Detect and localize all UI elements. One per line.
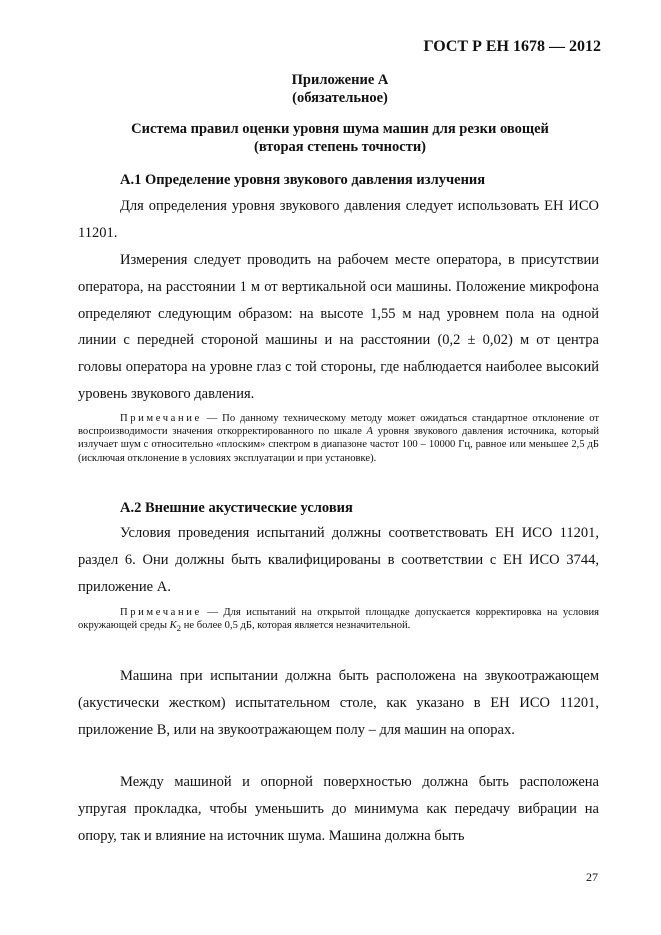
section-a1-title: А.1 Определение уровня звукового давления излучения <box>120 172 486 188</box>
annex-heading-line1: Система правил оценки уровня шума машин для резки овощей <box>131 121 549 137</box>
note-text-after: не более 0,5 дБ, которая является незначительной. <box>181 620 411 632</box>
note-label: Примечание <box>120 607 202 618</box>
annex-status: (обязательное) <box>292 90 388 106</box>
section-a2-para1: Условия проведения испытаний должны соответствовать ЕН ИСО 11201, раздел 6. Они должны быть квалифицированы в соответствии с ЕН ИСО 3744, приложение А. <box>78 525 599 595</box>
section-a1-para1: Для определения уровня звукового давления следует использовать ЕН ИСО 11201. <box>78 198 599 241</box>
section-a2-para3: Между машиной и опорной поверхностью должна быть расположена упругая прокладка, чтобы уменьшить до минимума как передачу вибрации на опору, так и влияние на источник шума. Машина должна быть <box>78 774 599 844</box>
standard-code: ГОСТ Р ЕН 1678 — 2012 <box>423 38 601 55</box>
annex-heading-line2: (вторая степень точности) <box>253 139 427 155</box>
note-text-before: — Для испытаний на открытой площадке допускается корректировка на условия окружающей среды <box>78 607 599 632</box>
note-label: Примечание <box>120 413 202 424</box>
section-a2-title: А.2 Внешние акустические условия <box>120 500 353 516</box>
note-scale-symbol: A <box>366 426 374 438</box>
section-a1-para2: Измерения следует проводить на рабочем месте оператора, в присутствии оператора, на расстоянии 1 м от вертикальной оси машины. Положение микрофона определяют следующим образом: на высоте 1,55 м над уровнем пола на одной линии с передней стороной машины и на расстоянии (0,2 ± 0,02) м от центра головы оператора на уровне глаз с той стороны, где наблюдается наиболее высокий уровень звукового давления. <box>78 252 599 402</box>
section-a2-para2: Машина при испытании должна быть расположена на звукоотражающем (акустически жестком) испытательном столе, как указано в ЕН ИСО 11201, приложение В, или на звукоотражающем полу – для машин на опорах. <box>78 668 599 738</box>
section-a2-note <box>78 606 599 636</box>
page-number: 27 <box>586 870 598 884</box>
note-symbol: K <box>169 620 177 632</box>
note-text-before: — По данному техническому методу может ожидаться стандартное отклонение от воспроизводимости значения откорректированного по шкале <box>78 413 599 438</box>
note-subscript: 2 <box>176 623 182 634</box>
note-text-after: уровня звукового давления источника, который излучает шум с относительно «плоским» спектром в диапазоне частот 100 – 10000 Гц, равное или меньшее 2,5 дБ (исключая отклонение в условиях эксплуатации и при установке). <box>78 426 599 464</box>
section-a1-note <box>78 412 599 465</box>
annex-title: Приложение А <box>291 72 389 88</box>
